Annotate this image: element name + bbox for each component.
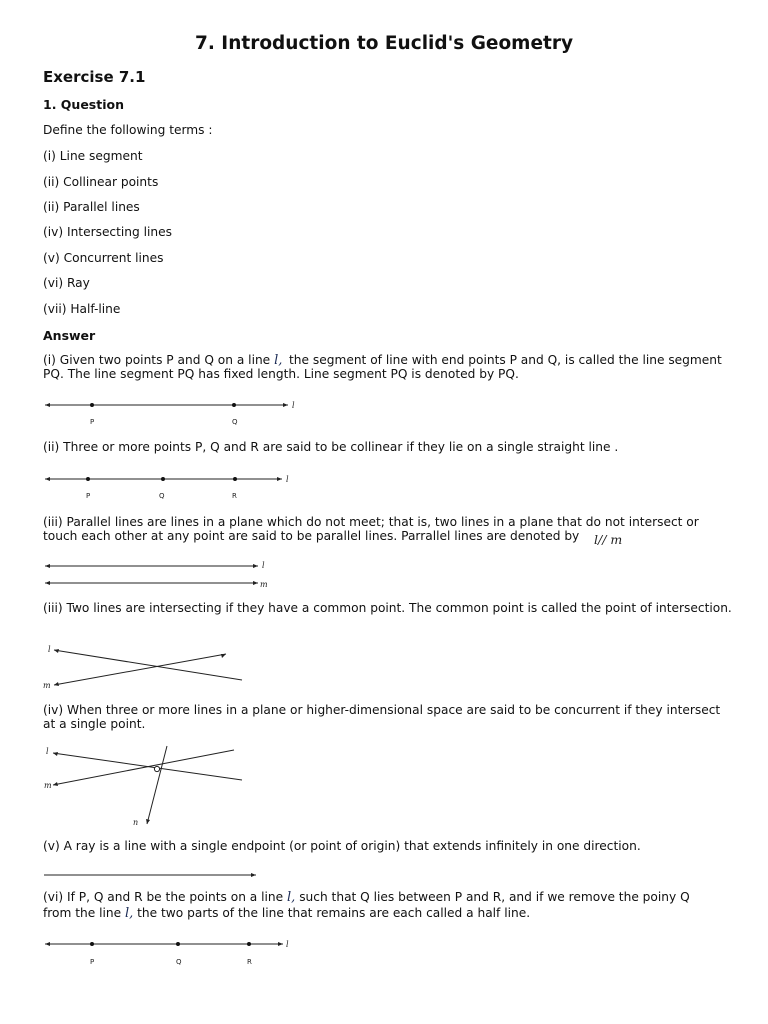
answer-7-text2-post: the two parts of the line that remains are each called a half line.: [137, 906, 531, 920]
label-q: Q: [176, 958, 182, 966]
point-q: [232, 403, 236, 407]
point-q: [176, 942, 180, 946]
line-n: [147, 746, 167, 824]
arrow: [45, 564, 50, 568]
label-m: m: [44, 781, 52, 790]
label-r: R: [232, 492, 237, 500]
point-r: [247, 942, 251, 946]
answer-1-text-pre: (i) Given two points P and Q on a line: [43, 353, 271, 367]
term-item: (ii) Parallel lines: [43, 200, 140, 214]
point-p: [86, 477, 90, 481]
question-intro: Define the following terms :: [43, 123, 213, 137]
line-m: [54, 654, 226, 685]
exercise-heading: Exercise 7.1: [43, 68, 146, 86]
answer-7-text-post: such that Q lies between P and R, and if we remove the poiny Q: [299, 890, 690, 904]
arrow-right: [278, 942, 283, 946]
label-l: l: [286, 475, 289, 484]
arrow-left: [45, 942, 50, 946]
half-line-figure: [40, 935, 310, 969]
point-p: [90, 403, 94, 407]
arrow: [146, 819, 150, 824]
label-p: P: [90, 418, 95, 426]
arrow: [253, 564, 258, 568]
line-segment-figure: [40, 396, 310, 430]
collinear-points-figure: [40, 470, 310, 504]
page-title: 7. Introduction to Euclid's Geometry: [194, 33, 574, 54]
intersecting-lines-figure: [40, 642, 260, 694]
line-l-symbol: l,: [274, 353, 283, 368]
label-l: l: [46, 747, 49, 756]
point-p: [90, 942, 94, 946]
label-l: l: [286, 940, 289, 949]
arrow-right: [277, 477, 282, 481]
point-q: [161, 477, 165, 481]
label-q: Q: [159, 492, 165, 500]
label-l: l: [262, 561, 265, 570]
answer-7-text-pre: (vi) If P, Q and R be the points on a line: [43, 890, 284, 904]
answer-2-text: (ii) Three or more points P, Q and R are said to be collinear if they lie on a single straight line .: [43, 440, 619, 454]
term-item: (v) Concurrent lines: [43, 251, 164, 265]
arrow: [221, 654, 226, 658]
arrow: [53, 782, 58, 786]
label-q: Q: [232, 418, 238, 426]
point-r: [233, 477, 237, 481]
line-l-symbol: l,: [124, 906, 134, 921]
answer-7-line2: [43, 906, 530, 921]
answer-heading: Answer: [43, 328, 96, 343]
label-l: l: [292, 401, 295, 410]
arrow-left: [45, 477, 50, 481]
parallel-symbol: l// m: [594, 532, 623, 547]
question-heading: 1. Question: [43, 97, 124, 112]
parallel-lines-figure: [40, 558, 280, 590]
line-l-symbol: l,: [287, 890, 296, 905]
label-r: R: [247, 958, 252, 966]
arrow: [45, 581, 50, 585]
arrow: [251, 873, 256, 877]
arrow: [53, 752, 58, 756]
term-item: (i) Line segment: [43, 149, 143, 163]
answer-1-text: the segment of line with end points P and Q, is called the line segment PQ. The line segment PQ has fixed length. Line segment PQ is denoted by PQ.: [43, 353, 722, 381]
term-item: (iv) Intersecting lines: [43, 225, 172, 239]
term-item: (vii) Half-line: [43, 302, 121, 316]
answer-4-text: (iii) Two lines are intersecting if they have a common point. The common point is called the point of intersection.: [43, 601, 732, 615]
term-item: (ii) Collinear points: [43, 175, 159, 189]
line-m: [53, 750, 234, 785]
answer-7-line1: [43, 890, 690, 905]
arrow-left: [45, 403, 50, 407]
label-n: n: [133, 818, 139, 827]
answer-3-text: (iii) Parallel lines are lines in a plane which do not meet; that is, two lines in a plane that do not intersect or touch each other at any point are said to be parallel lines. Parrallel lines are denoted by: [43, 515, 699, 543]
label-p: P: [90, 958, 95, 966]
line-l: [54, 650, 242, 680]
arrow: [54, 682, 59, 686]
label-m: m: [43, 681, 51, 690]
arrow-right: [283, 403, 288, 407]
arrow: [253, 581, 258, 585]
intersection-point: [154, 766, 159, 771]
term-item: (vi) Ray: [43, 276, 90, 290]
label-l: l: [48, 645, 51, 654]
label-m: m: [260, 580, 268, 589]
concurrent-lines-figure: [40, 742, 260, 830]
answer-7-text2-pre: from the line: [43, 906, 122, 920]
label-p: P: [86, 492, 91, 500]
arrow: [54, 649, 59, 653]
ray-figure: [40, 868, 270, 882]
answer-6-text: (v) A ray is a line with a single endpoint (or point of origin) that extends infinitely in one direction.: [43, 839, 641, 853]
answer-5-text: (iv) When three or more lines in a plane or higher-dimensional space are said to be concurrent if they intersect at a single point.: [43, 703, 721, 731]
